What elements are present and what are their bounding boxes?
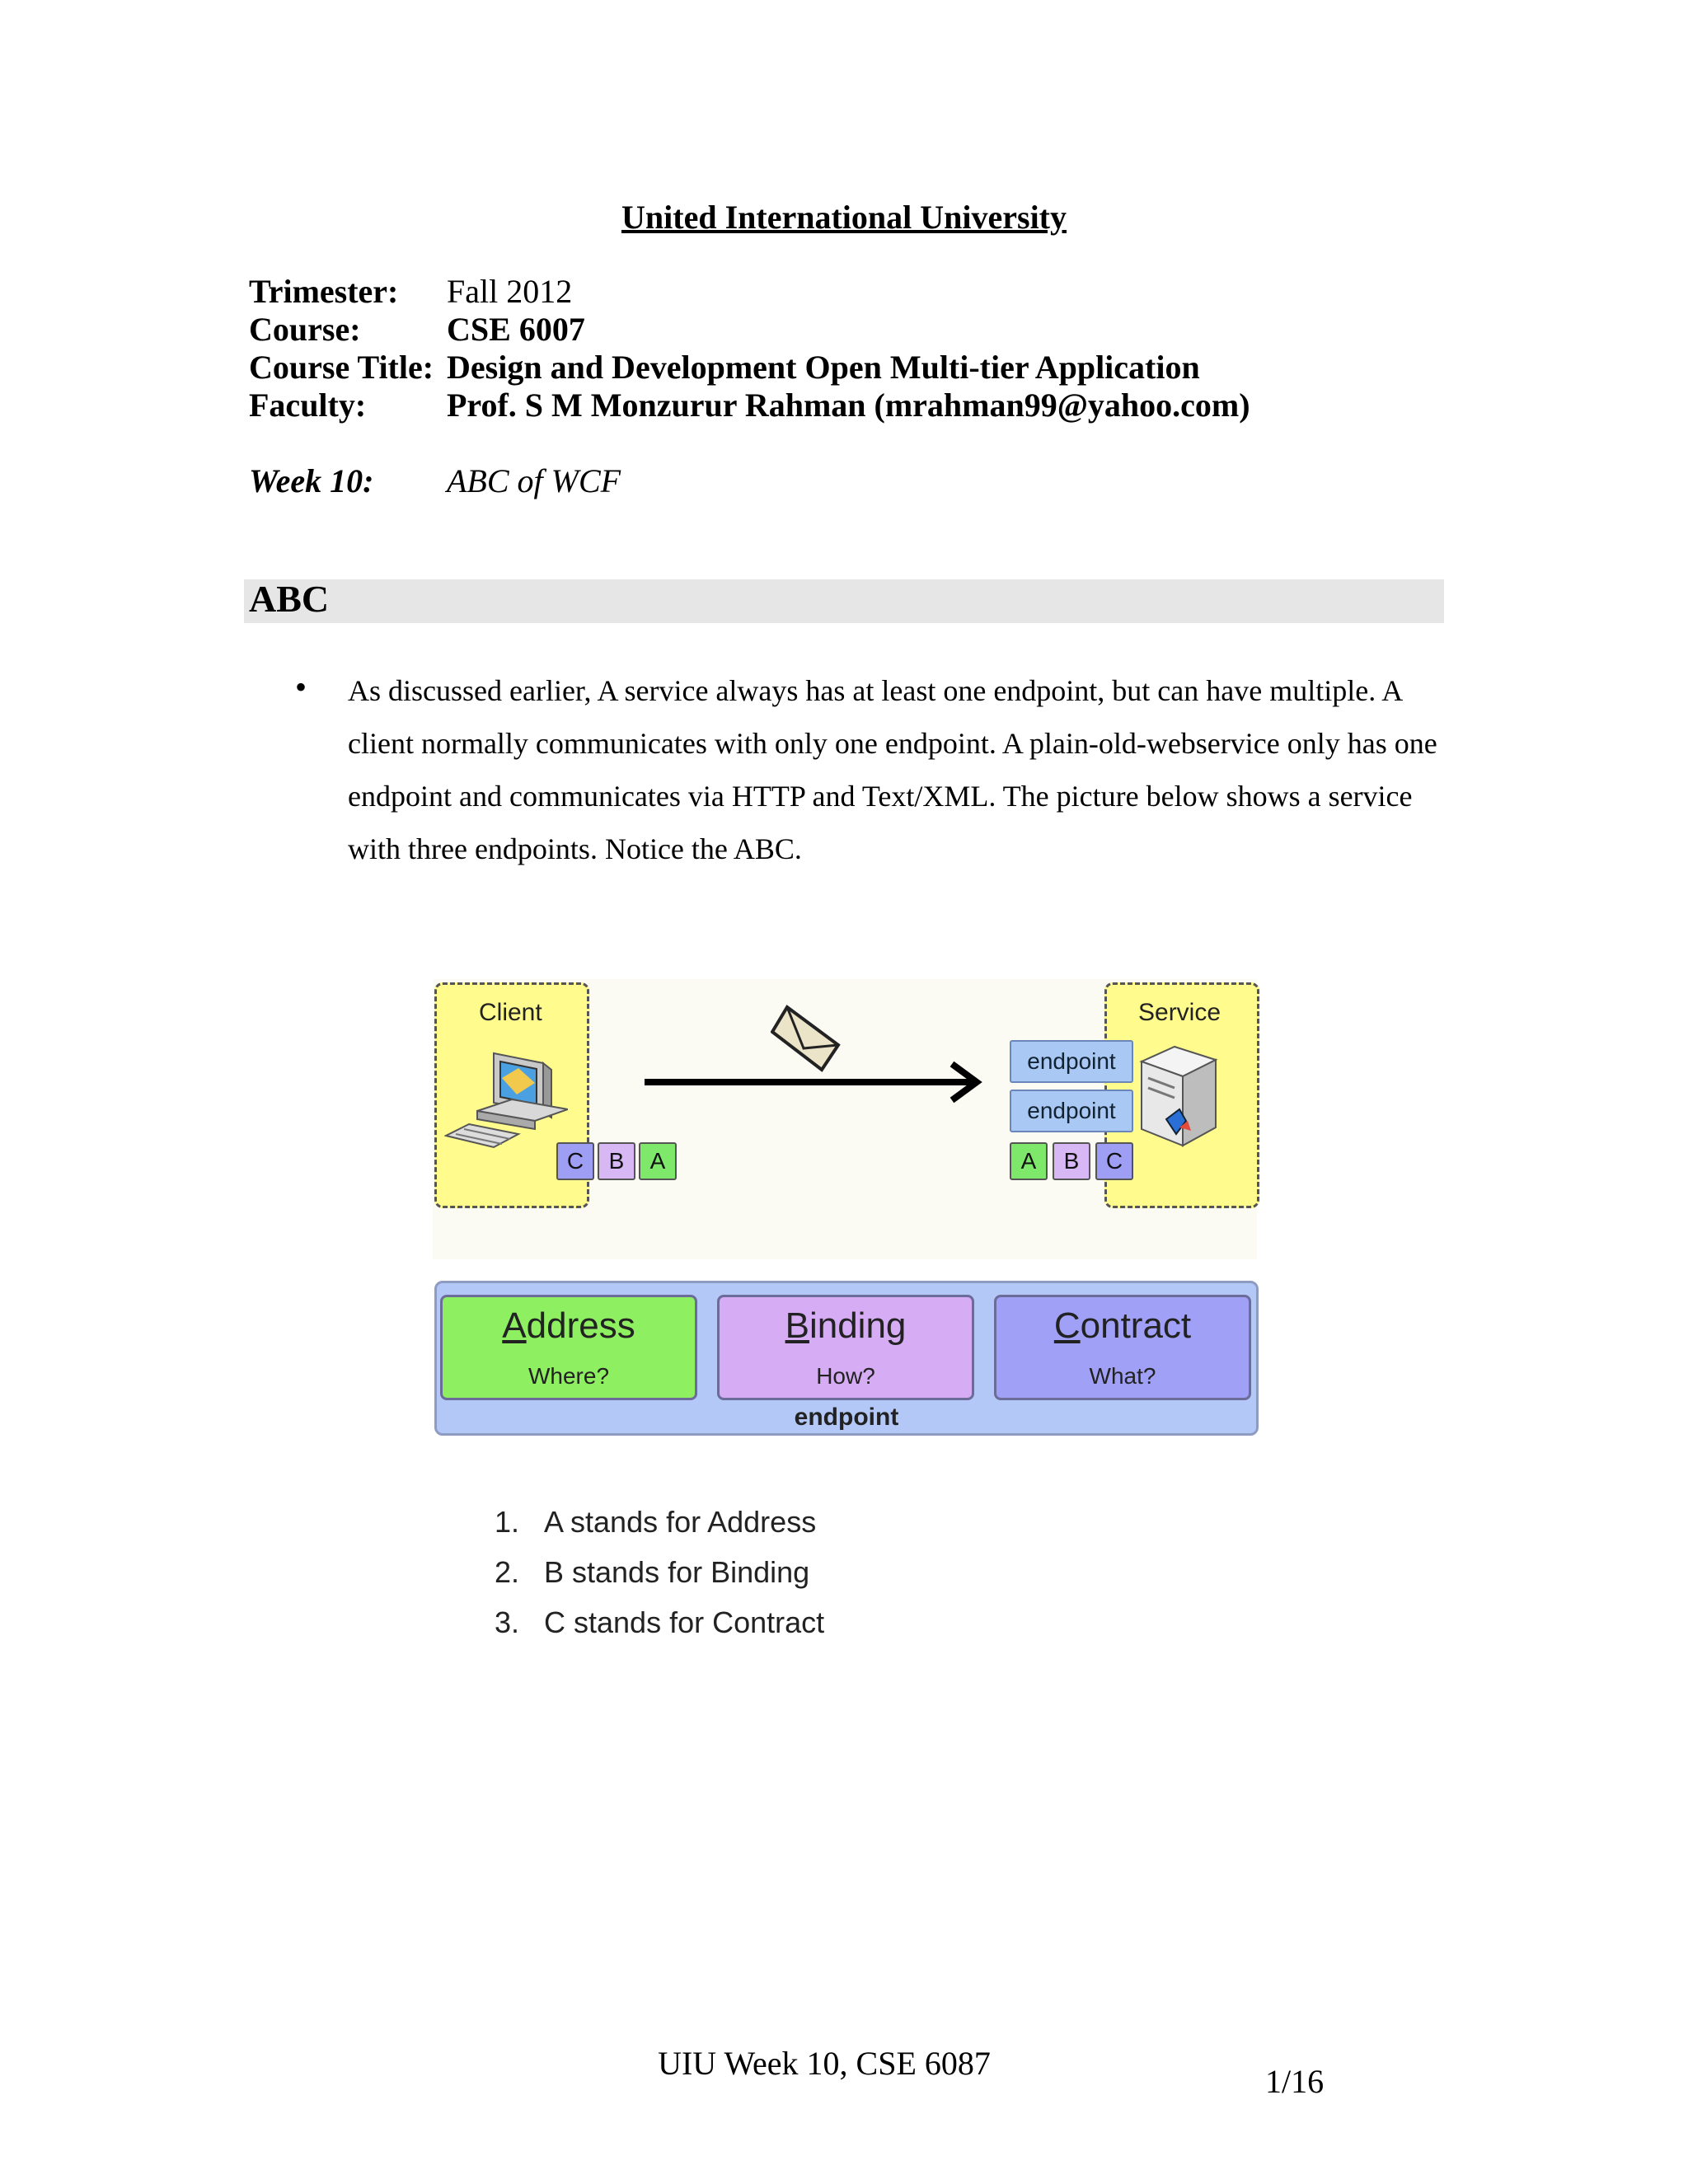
- list-number: 3.: [495, 1605, 520, 1639]
- client-label: Client: [479, 999, 542, 1026]
- address-box: [440, 1295, 697, 1400]
- list-text: B stands for Binding: [544, 1555, 810, 1589]
- binding-title: Binding: [785, 1305, 907, 1346]
- service-letter-c: C: [1095, 1142, 1133, 1180]
- service-letter-b: B: [1053, 1142, 1090, 1180]
- body-paragraph: As discussed earlier, A service always has at least one endpoint, but can have multiple. A client normally communicates with only one endpoint. A plain-old-webservice only has one endpoint and communicates via HTTP and Text/XML. The picture below shows a service with three endpoints. Notice the ABC.: [348, 674, 1437, 865]
- list-item: [495, 1555, 809, 1590]
- section-heading-bar: [244, 579, 1444, 623]
- contract-title: Contract: [1053, 1305, 1192, 1346]
- contract-question: What?: [1089, 1363, 1156, 1389]
- course-value: CSE 6007: [447, 311, 585, 348]
- course-title-label: Course Title:: [249, 349, 434, 386]
- section-title: ABC: [249, 578, 330, 620]
- client-letter-c: C: [556, 1142, 594, 1180]
- list-text: A stands for Address: [544, 1505, 817, 1539]
- trimester-label: Trimester:: [249, 273, 399, 310]
- course-label: Course:: [249, 311, 361, 348]
- service-label: Service: [1138, 999, 1221, 1026]
- course-title-value: Design and Development Open Multi-tier Application: [447, 349, 1200, 386]
- footer-text: UIU Week 10, CSE 6087: [658, 2045, 991, 2082]
- endpoint-label: endpoint: [794, 1404, 899, 1431]
- computer-icon: [444, 1045, 568, 1160]
- arrow-icon: [643, 1057, 989, 1107]
- contract-box: [994, 1295, 1251, 1400]
- binding-box: [717, 1295, 974, 1400]
- faculty-label: Faculty:: [249, 387, 367, 424]
- abc-diagram: [433, 979, 1257, 1441]
- address-question: Where?: [528, 1363, 610, 1389]
- week-topic: ABC of WCF: [447, 462, 621, 499]
- service-letter-a: A: [1010, 1142, 1048, 1180]
- list-item: [495, 1605, 824, 1640]
- endpoint-box-1: endpoint: [1010, 1040, 1133, 1083]
- trimester-value: Fall 2012: [447, 273, 573, 310]
- week-label: Week 10:: [249, 462, 374, 499]
- list-number: 2.: [495, 1555, 520, 1589]
- faculty-value: Prof. S M Monzurur Rahman (mrahman99@yahoo.com): [447, 387, 1250, 424]
- page-number: 1/16: [1265, 2063, 1325, 2100]
- list-number: 1.: [495, 1505, 520, 1539]
- binding-question: How?: [816, 1363, 875, 1389]
- address-title: Address: [502, 1305, 635, 1346]
- list-item: [495, 1505, 816, 1540]
- endpoint-panel: [434, 1281, 1259, 1436]
- university-title: United International University: [621, 199, 1067, 236]
- endpoint-box-2: endpoint: [1010, 1090, 1133, 1132]
- client-letter-a: A: [639, 1142, 677, 1180]
- client-letter-b: B: [598, 1142, 635, 1180]
- server-icon: [1133, 1045, 1224, 1152]
- bullet-icon: •: [295, 668, 307, 705]
- list-text: C stands for Contract: [544, 1605, 825, 1639]
